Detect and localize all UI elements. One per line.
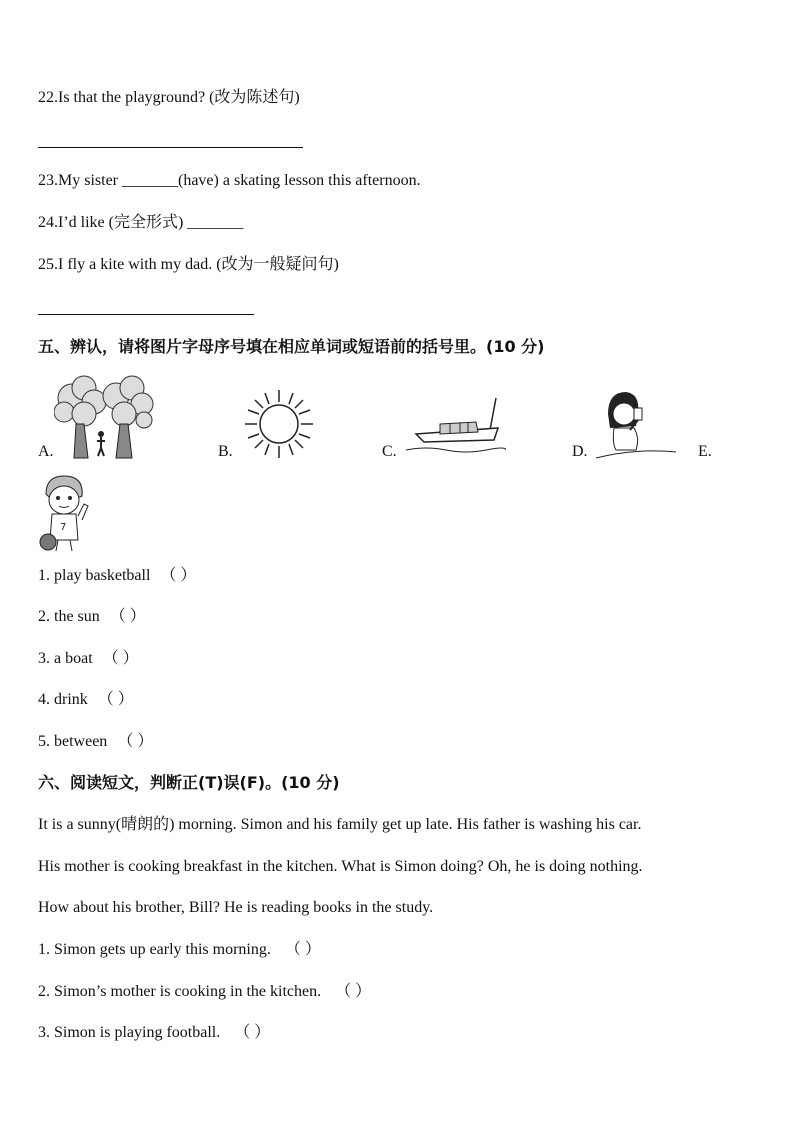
question-24: 24.I’d like (完全形式) _______: [38, 214, 244, 231]
match-item-text: 5. between: [38, 733, 108, 750]
picture-label-c: C.: [382, 443, 397, 460]
judge-item-text: 1. Simon gets up early this morning.: [38, 941, 271, 958]
judge-item-2: [38, 982, 371, 1002]
match-item-3: [38, 649, 139, 669]
question-22: 22.Is that the playground? (改为陈述句): [38, 89, 300, 106]
passage-line-2: His mother is cooking breakfast in the kitchen. What is Simon doing? Oh, he is doing nothing.: [38, 858, 643, 875]
match-item-1: [38, 566, 196, 586]
match-item-4: [38, 690, 134, 710]
picture-label-d: D.: [572, 443, 588, 460]
match-item-text: 3. a boat: [38, 650, 93, 667]
match-item-text: 4. drink: [38, 691, 88, 708]
picture-label-b: B.: [218, 443, 233, 460]
svg-text:7: 7: [60, 522, 67, 533]
answer-parentheses[interactable]: （ ）: [284, 941, 321, 958]
section-5-heading: 五、辨认，请将图片字母序号填在相应单词或短语前的括号里。(10 分): [38, 337, 545, 356]
judge-item-text: 3. Simon is playing football.: [38, 1024, 221, 1041]
answer-parentheses[interactable]: （ ）: [335, 983, 372, 1000]
sun-picture: [243, 388, 315, 460]
answer-line-25[interactable]: [38, 314, 254, 315]
judge-item-1: [38, 940, 321, 960]
answer-parentheses[interactable]: （ ）: [102, 650, 139, 667]
answer-parentheses[interactable]: （ ）: [97, 691, 134, 708]
trees-picture: [54, 374, 154, 460]
answer-parentheses[interactable]: （ ）: [109, 608, 146, 625]
section-6-heading: 六、阅读短文，判断正(T)误(F)。(10 分): [38, 773, 340, 792]
boat-picture: [406, 394, 506, 456]
passage-line-1: It is a sunny(晴朗的) morning. Simon and his family get up late. His father is washing his car.: [38, 816, 642, 833]
match-item-text: 1. play basketball: [38, 567, 151, 584]
question-25: 25.I fly a kite with my dad. (改为一般疑问句): [38, 256, 339, 273]
answer-parentheses[interactable]: （ ）: [117, 733, 154, 750]
passage-line-3: How about his brother, Bill? He is reading books in the study.: [38, 899, 434, 916]
answer-parentheses[interactable]: （ ）: [234, 1024, 271, 1041]
match-item-2: [38, 607, 146, 627]
boy-basketball-picture: [38, 474, 94, 552]
judge-item-text: 2. Simon’s mother is cooking in the kitchen.: [38, 983, 322, 1000]
answer-parentheses[interactable]: （ ）: [160, 567, 197, 584]
picture-label-e: E.: [698, 443, 712, 460]
question-23: 23.My sister _______(have) a skating lesson this afternoon.: [38, 172, 421, 189]
girl-drinking-picture: [596, 388, 676, 462]
picture-label-a: A.: [38, 443, 54, 460]
match-item-text: 2. the sun: [38, 608, 100, 625]
match-item-5: [38, 732, 153, 752]
answer-line-22[interactable]: [38, 147, 303, 148]
judge-item-3: [38, 1023, 270, 1043]
